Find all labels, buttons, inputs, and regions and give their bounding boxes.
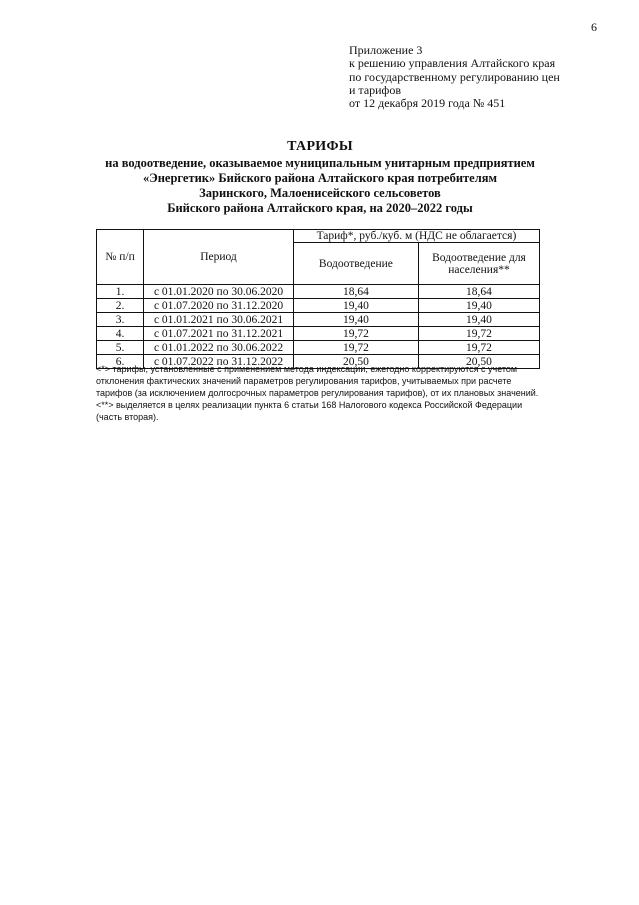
footnotes: [96, 363, 544, 423]
title-line: на водоотведение, оказываемое муниципальным унитарным предприятием: [105, 156, 535, 170]
row-period: с 01.07.2021 по 31.12.2021: [144, 327, 294, 341]
header-period: Период: [144, 230, 294, 285]
row-period: с 01.01.2020 по 30.06.2020: [144, 285, 294, 299]
row-population-tariff: 19,72: [418, 341, 539, 355]
row-number: 6.: [97, 355, 144, 369]
table-row: [97, 327, 540, 341]
appendix-block: [349, 44, 609, 110]
footnote: <*> тарифы, установленные с применением метода индексации, ежегодно корректируются с учетом отклонения фактических значений параметров регулирования тарифов, учитываемых при расчете тарифов (за исключением долгосрочных параметров регулирования тарифов), от их плановых значений.: [96, 364, 539, 398]
row-wastewater-tariff: 19,40: [293, 313, 418, 327]
row-wastewater-tariff: 18,64: [293, 285, 418, 299]
header-number: № п/п: [97, 230, 144, 285]
title-main: ТАРИФЫ: [287, 139, 353, 154]
header-wastewater: Водоотведение: [293, 243, 418, 285]
footnote: <**> выделяется в целях реализации пункта 6 статьи 168 Налогового кодекса Российской Федерации (часть вторая).: [96, 400, 523, 422]
row-period: с 01.07.2022 по 31.12.2022: [144, 355, 294, 369]
appendix-line: и тарифов: [349, 82, 402, 97]
appendix-line: Приложение 3: [349, 43, 423, 57]
appendix-line: от 12 декабря 2019 года № 451: [349, 96, 506, 111]
page-number: 6: [591, 20, 597, 34]
table-row: [97, 313, 540, 327]
row-number: 5.: [97, 341, 144, 355]
document-title: [60, 138, 580, 216]
row-number: 4.: [97, 327, 144, 341]
row-wastewater-tariff: 19,40: [293, 299, 418, 313]
row-period: с 01.07.2020 по 31.12.2020: [144, 299, 294, 313]
table-row: [97, 299, 540, 313]
title-line: «Энергетик» Бийского района Алтайского края потребителям: [142, 171, 498, 185]
row-number: 2.: [97, 299, 144, 313]
table-row: [97, 285, 540, 299]
title-line: Бийского района Алтайского края, на 2020–2022 годы: [167, 201, 473, 215]
row-number: 1.: [97, 285, 144, 299]
row-number: 3.: [97, 313, 144, 327]
appendix-line: по государственному регулированию цен: [349, 69, 560, 84]
row-population-tariff: 19,40: [418, 313, 539, 327]
header-tariff-group: Тариф*, руб./куб. м (НДС не облагается): [293, 230, 539, 243]
row-population-tariff: 19,72: [418, 327, 539, 341]
header-population: Водоотведение для населения**: [418, 243, 539, 285]
title-line: Заринского, Малоенисейского сельсоветов: [199, 186, 441, 200]
row-population-tariff: 20,50: [418, 355, 539, 369]
row-wastewater-tariff: 19,72: [293, 327, 418, 341]
row-wastewater-tariff: 19,72: [293, 341, 418, 355]
row-population-tariff: 18,64: [418, 285, 539, 299]
row-period: с 01.01.2021 по 30.06.2021: [144, 313, 294, 327]
appendix-line: к решению управления Алтайского края: [349, 56, 556, 71]
row-wastewater-tariff: 20,50: [293, 355, 418, 369]
table-row: [97, 341, 540, 355]
tariff-table: [96, 229, 540, 369]
row-population-tariff: 19,40: [418, 299, 539, 313]
row-period: с 01.01.2022 по 30.06.2022: [144, 341, 294, 355]
